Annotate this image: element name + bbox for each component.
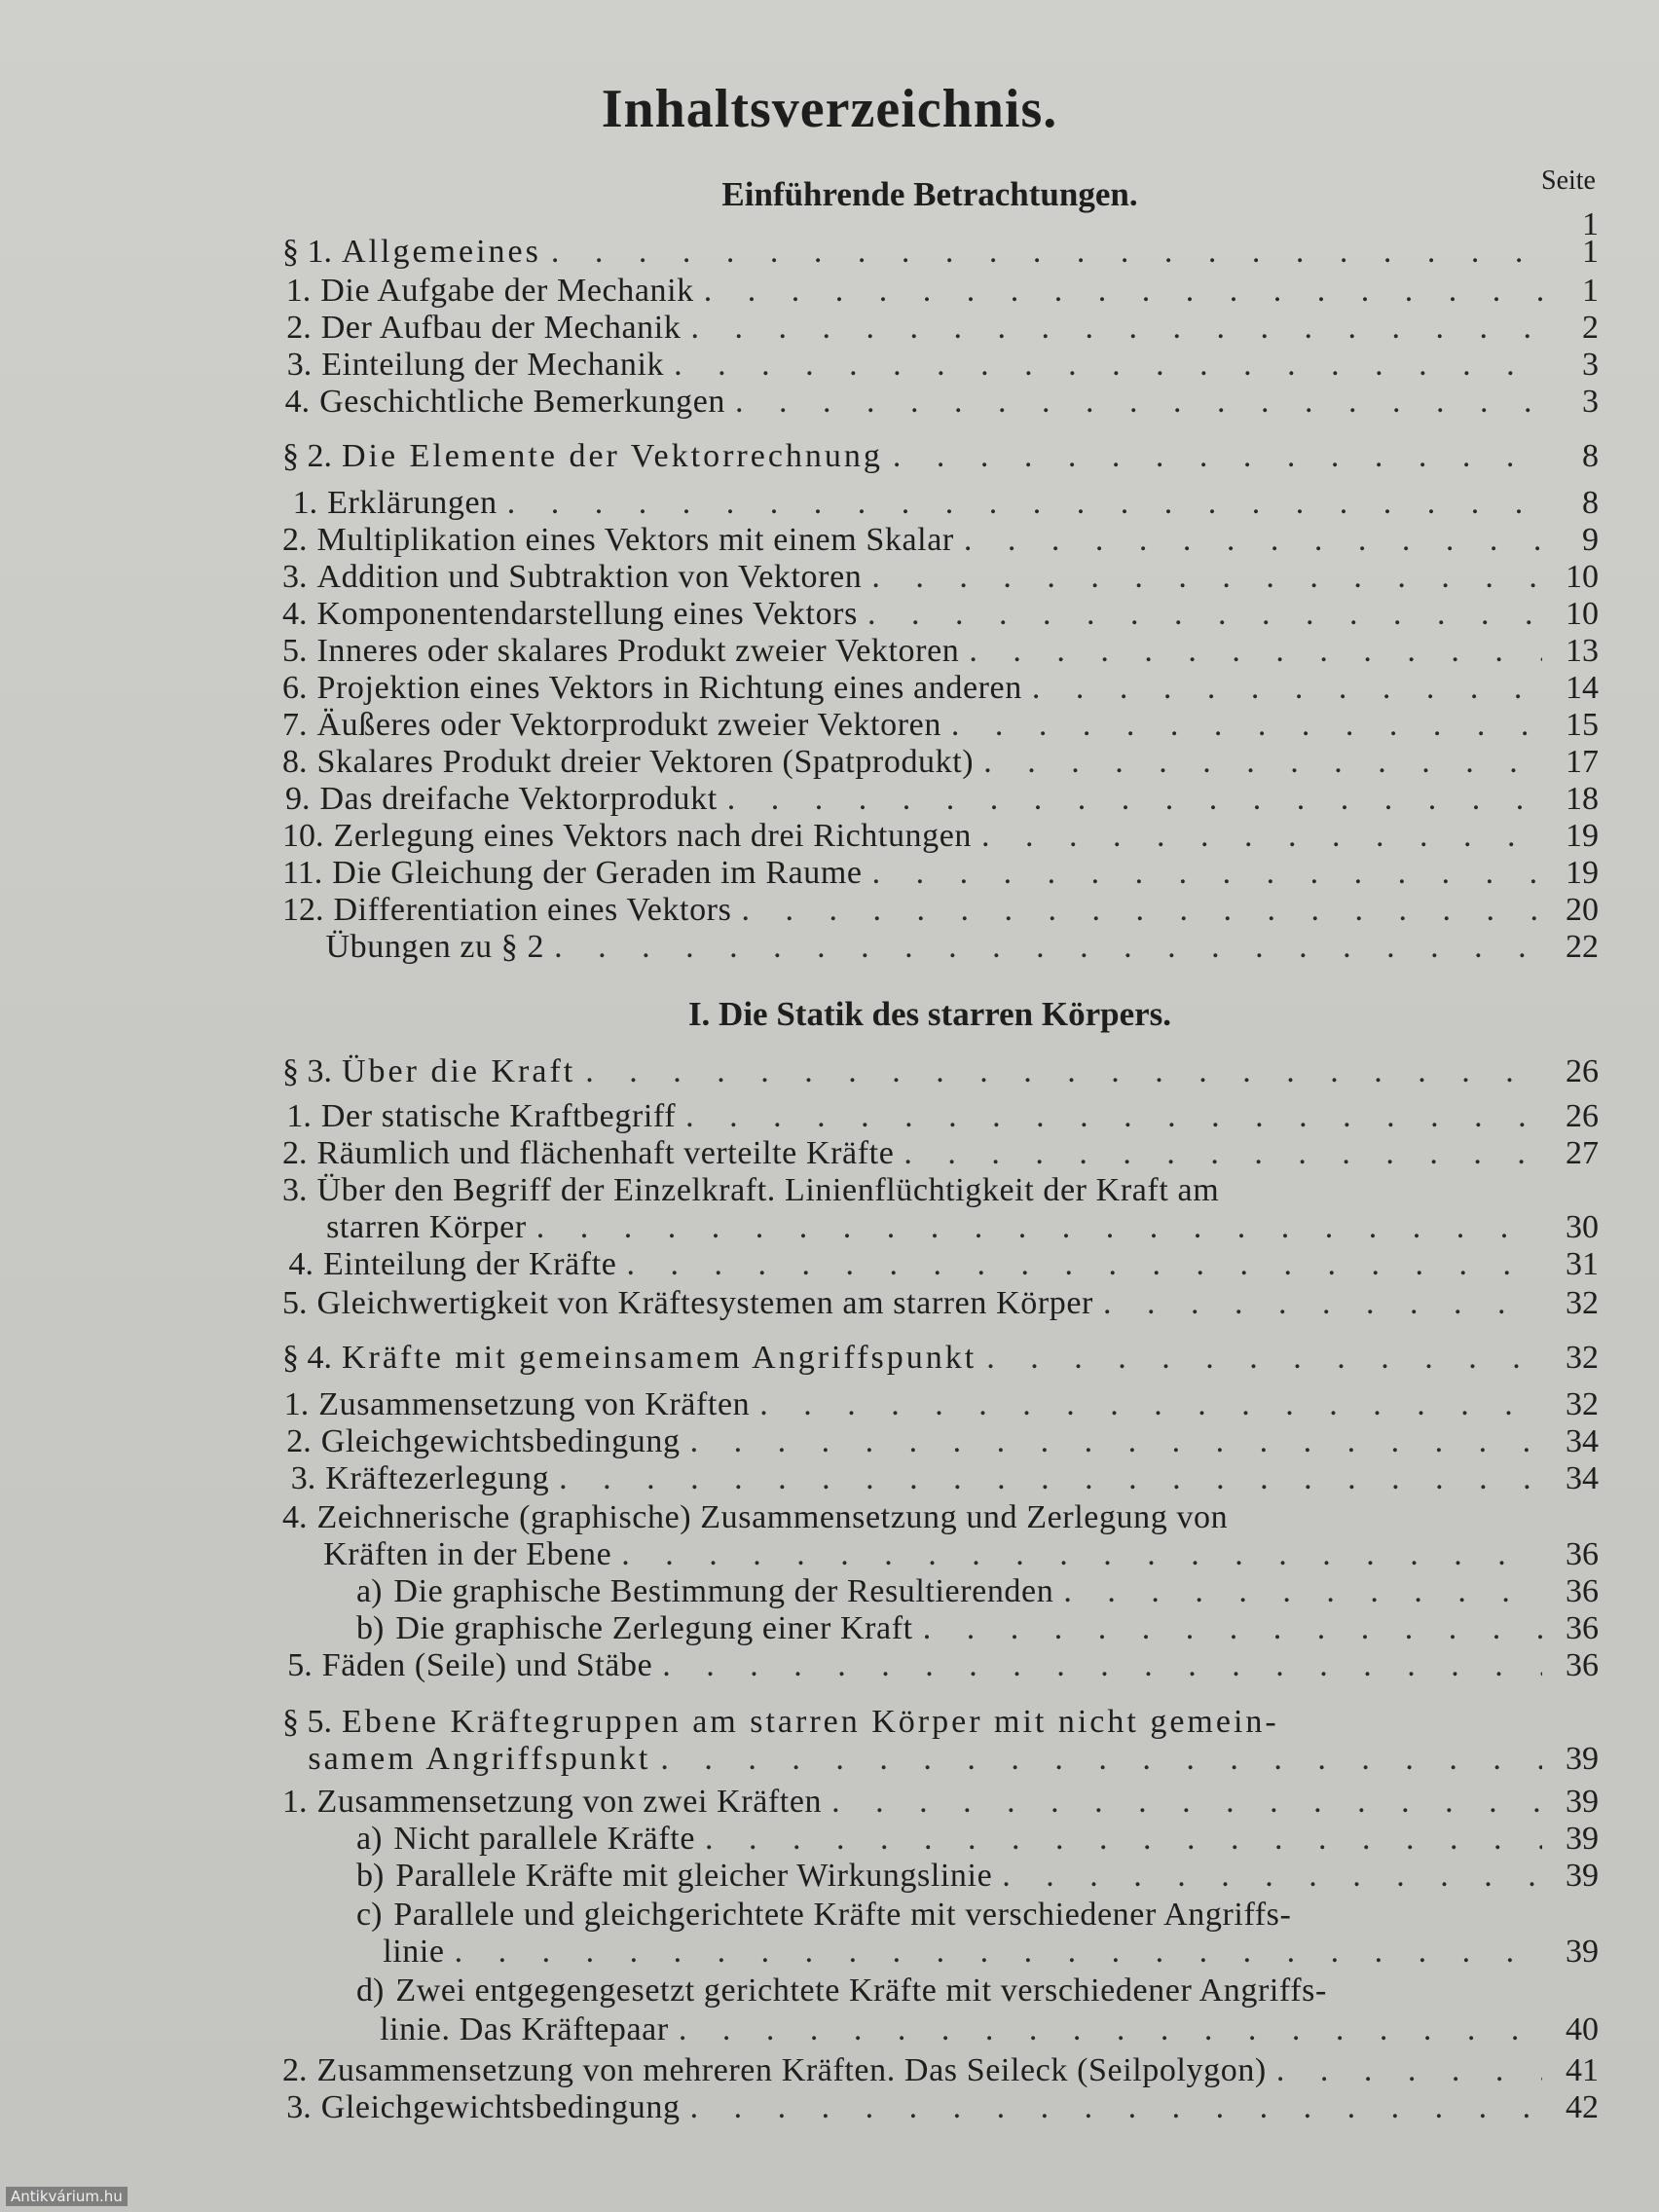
toc-page-number: 36: [1566, 1610, 1599, 1646]
seite-label: Seite: [1541, 166, 1596, 196]
toc-leader-dots: [660, 1741, 1542, 1778]
toc-entry: [282, 1499, 1599, 1536]
toc-leader-dots: [455, 1934, 1542, 1971]
toc-entry-number: 9.: [284, 781, 311, 817]
toc-section-entry: [282, 234, 1599, 271]
toc-leader-dots: [759, 1386, 1542, 1423]
toc-entry: [282, 1135, 1599, 1172]
toc-entry-title: Geschichtliche Bemerkungen: [319, 384, 725, 420]
toc-entry-title: Gleichwertigkeit von Kräftesystemen am starren Körper: [316, 1285, 1093, 1321]
toc-entry-number: 11.: [282, 855, 323, 891]
toc-entry: [282, 273, 1599, 310]
toc-entry-title: Skalares Produkt dreier Vektoren (Spatprodukt): [316, 744, 975, 780]
toc-entry-title: Zeichnerische (graphische) Zusammensetzung und Zerlegung von: [316, 1499, 1229, 1535]
toc-entry: [282, 522, 1599, 559]
toc-page-number: 39: [1566, 1821, 1599, 1857]
toc-page-number: 1: [1582, 234, 1599, 270]
toc-leader-dots: [903, 1135, 1542, 1172]
watermark: Antikvárium.hu: [6, 2187, 128, 2206]
toc-page-number: 34: [1566, 1460, 1599, 1496]
toc-section-entry: [282, 1741, 1599, 1778]
toc-entry-title: linie: [383, 1934, 445, 1970]
toc-entry-number: 2.: [282, 2052, 308, 2088]
toc-entry-title: Einteilung der Kräfte: [322, 1246, 617, 1282]
toc-section-entry: [282, 438, 1599, 475]
toc-leader-dots: [867, 596, 1542, 633]
toc-page-number: 15: [1566, 707, 1599, 743]
toc-entry-number: a): [356, 1821, 383, 1857]
toc-entry-title: Zerlegung eines Vektors nach drei Richtungen: [333, 818, 973, 854]
toc-page-number: 1: [1582, 273, 1599, 309]
toc-entry-title: Kräften in der Ebene: [323, 1536, 612, 1572]
toc-entry-title: Über den Begriff der Einzelkraft. Linienflüchtigkeit der Kraft am: [316, 1172, 1220, 1208]
toc-page-number: 32: [1566, 1285, 1599, 1321]
toc-entry-title: Über die Kraft: [342, 1053, 576, 1089]
toc-leader-dots: [685, 1098, 1542, 1135]
toc-leader-dots: [559, 1460, 1542, 1497]
toc-entry-number: 4.: [288, 1246, 313, 1282]
toc-entry-number: 1.: [285, 273, 312, 309]
toc-entry-title: Der statische Kraftbegriff: [320, 1098, 677, 1134]
toc-leader-dots: [727, 781, 1542, 818]
toc-entry: [282, 1784, 1599, 1821]
toc-entry: [282, 818, 1599, 855]
toc-entry-title: Die Elemente der Vektorrechnung: [342, 438, 883, 474]
toc-leader-dots: [951, 707, 1542, 744]
toc-leader-dots: [1103, 1285, 1542, 1322]
toc-entry: [282, 1647, 1599, 1684]
toc-entry-title: Übungen zu § 2: [325, 929, 545, 965]
toc-page-number: 19: [1566, 855, 1599, 891]
toc-section-entry: [282, 1053, 1599, 1090]
toc-leader-dots: [551, 234, 1542, 271]
toc-entry-number: 1.: [283, 1386, 310, 1422]
toc-leader-dots: [690, 1423, 1542, 1460]
toc-entry: [356, 2011, 1599, 2048]
toc-page-number: 36: [1566, 1647, 1599, 1683]
toc-section-entry: [282, 1704, 1599, 1741]
toc-page-number: 39: [1566, 1858, 1599, 1894]
toc-entry: [356, 1573, 1599, 1610]
toc-leader-dots: [983, 744, 1542, 781]
toc-entry-number: 3.: [286, 2089, 312, 2125]
toc-entry-title: Erklärungen: [327, 485, 498, 521]
toc-entry: [282, 2089, 1599, 2126]
toc-page-number: 14: [1566, 670, 1599, 706]
toc-entry: [282, 670, 1599, 707]
toc-page-number: 41: [1566, 2052, 1599, 2088]
toc-page-number: 40: [1566, 2011, 1599, 2047]
toc-page-number: 2: [1582, 310, 1599, 346]
toc-entry-title: Zusammensetzung von Kräften: [318, 1386, 751, 1422]
toc-entry: [282, 1460, 1599, 1497]
toc-entry-title: Die graphische Zerlegung einer Kraft: [395, 1610, 913, 1646]
toc-entry-number: 4.: [282, 1499, 308, 1535]
toc-leader-dots: [893, 438, 1542, 475]
toc-entry-number: 1.: [292, 485, 318, 521]
toc-leader-dots: [536, 1209, 1542, 1246]
toc-entry: [282, 1536, 1599, 1573]
toc-page-number: 20: [1566, 892, 1599, 928]
toc-entry-number: b): [356, 1610, 385, 1646]
toc-page-number: 3: [1582, 347, 1599, 383]
toc-entry: [282, 707, 1599, 744]
toc-leader-dots: [662, 1647, 1542, 1684]
toc-leader-dots: [621, 1536, 1542, 1573]
toc-entry-number: § 4.: [282, 1340, 332, 1376]
toc-entry: [356, 1972, 1599, 2009]
toc-entry-number: 5.: [282, 1285, 308, 1321]
toc-entry-number: 3.: [286, 347, 313, 383]
toc-entry: [282, 781, 1599, 818]
toc-entry: [282, 384, 1599, 421]
toc-entry: [356, 1821, 1599, 1858]
toc-leader-dots: [981, 818, 1542, 855]
toc-page-number: 26: [1566, 1098, 1599, 1134]
toc-entry-number: 4.: [284, 384, 311, 420]
toc-page-number: 26: [1566, 1053, 1599, 1089]
chapter-heading-statik: I. Die Statik des starren Körpers.: [687, 995, 1172, 1033]
toc-entry-title: Das dreifache Vektorprodukt: [319, 781, 718, 817]
toc-entry: [282, 596, 1599, 633]
toc-entry-number: § 5.: [282, 1704, 332, 1740]
chapter-intro-page: 1: [1582, 206, 1599, 242]
toc-leader-dots: [986, 1340, 1542, 1377]
toc-entry-number: § 1.: [282, 234, 332, 270]
toc-page-number: 36: [1566, 1536, 1599, 1572]
toc-entry-number: 4.: [282, 596, 308, 632]
toc-entry-number: 2.: [286, 1423, 312, 1459]
toc-entry: [282, 310, 1599, 347]
toc-entry: [356, 1610, 1599, 1647]
toc-entry-number: § 3.: [282, 1053, 332, 1089]
toc-leader-dots: [1063, 1573, 1542, 1610]
toc-leader-dots: [554, 929, 1542, 966]
toc-entry: [282, 855, 1599, 892]
toc-entry-number: a): [356, 1573, 383, 1609]
toc-page-number: 32: [1566, 1386, 1599, 1422]
toc-leader-dots: [1002, 1858, 1542, 1895]
toc-page-number: 22: [1566, 929, 1599, 965]
toc-entry: [282, 559, 1599, 596]
toc-leader-dots: [871, 559, 1542, 596]
toc-page-number: 10: [1566, 596, 1599, 632]
toc-page-number: 19: [1566, 818, 1599, 854]
toc-page-number: 39: [1566, 1934, 1599, 1970]
toc-entry-title: starren Körper: [326, 1209, 527, 1245]
toc-entry-number: 6.: [282, 670, 308, 706]
toc-page-number: 30: [1566, 1209, 1599, 1245]
toc-entry-title: Nicht parallele Kräfte: [393, 1821, 696, 1857]
toc-entry-number: 1.: [282, 1784, 308, 1820]
toc-leader-dots: [507, 485, 1542, 522]
toc-entry-title: Addition und Subtraktion von Vektoren: [316, 559, 863, 595]
toc-page-number: 31: [1566, 1246, 1599, 1282]
toc-leader-dots: [923, 1610, 1542, 1647]
toc-entry-title: Differentiation eines Vektors: [333, 892, 732, 928]
toc-entry: [282, 485, 1599, 522]
toc-entry-title: Der Aufbau der Mechanik: [320, 310, 682, 346]
toc-entry-title: Parallele und gleichgerichtete Kräfte mit verschiedener Angriffs-: [393, 1897, 1292, 1933]
toc-leader-dots: [735, 384, 1542, 421]
toc-section-entry: [282, 1340, 1599, 1377]
toc-leader-dots: [1032, 670, 1542, 707]
toc-entry-title: Einteilung der Mechanik: [321, 347, 665, 383]
toc-entry-title: Multiplikation eines Vektors mit einem Skalar: [316, 522, 954, 558]
toc-entry: [282, 1209, 1599, 1246]
toc-page-number: 42: [1566, 2089, 1599, 2125]
toc-entry-title: Parallele Kräfte mit gleicher Wirkungslinie: [395, 1858, 993, 1894]
toc-entry-number: 3.: [290, 1460, 316, 1496]
toc-leader-dots: [964, 522, 1542, 559]
toc-entry: [282, 633, 1599, 670]
toc-leader-dots: [705, 1821, 1542, 1858]
toc-entry-number: 5.: [287, 1647, 313, 1683]
toc-entry-number: 1.: [286, 1098, 312, 1134]
toc-entry-title: Räumlich und flächenhaft verteilte Kräfte: [316, 1135, 895, 1171]
toc-leader-dots: [679, 2011, 1542, 2048]
toc-page-number: 36: [1566, 1573, 1599, 1609]
toc-entry-title: Gleichgewichtsbedingung: [320, 2089, 681, 2125]
toc-page-number: 13: [1566, 633, 1599, 669]
toc-entry-title: Die Gleichung der Geraden im Raume: [332, 855, 863, 891]
toc-leader-dots: [831, 1784, 1542, 1821]
toc-entry-title: Inneres oder skalares Produkt zweier Vektoren: [316, 633, 960, 669]
toc-entry: [356, 1858, 1599, 1895]
toc-entry-number: 7.: [282, 707, 308, 743]
toc-entry: [282, 347, 1599, 384]
toc-entry: [282, 1246, 1599, 1283]
toc-entry-title: Komponentendarstellung eines Vektors: [316, 596, 858, 632]
toc-entry-title: Kräftezerlegung: [325, 1460, 550, 1496]
toc-entry-title: Kräfte mit gemeinsamem Angriffspunkt: [342, 1340, 977, 1376]
toc-leader-dots: [674, 347, 1542, 384]
toc-entry-title: Allgemeines: [342, 234, 541, 270]
toc-entry-title: Fäden (Seile) und Stäbe: [321, 1647, 653, 1683]
toc-entry-number: 10.: [282, 818, 324, 854]
chapter-heading-intro: Einführende Betrachtungen.: [721, 175, 1138, 213]
toc-leader-dots: [626, 1246, 1542, 1283]
page-title: Inhaltsverzeichnis.: [601, 79, 1058, 139]
toc-entry-title: Die graphische Bestimmung der Resultierenden: [393, 1573, 1054, 1609]
toc-entry-number: c): [356, 1897, 383, 1933]
toc-entry: [282, 1285, 1599, 1322]
toc-entry: [282, 1098, 1599, 1135]
toc-entry-number: b): [356, 1858, 385, 1894]
toc-leader-dots: [690, 2089, 1542, 2126]
toc-entry-title: Zusammensetzung von zwei Kräften: [316, 1784, 823, 1820]
toc-entry: [282, 929, 1599, 966]
toc-entry-number: 12.: [282, 892, 324, 928]
toc-entry-number: 3.: [282, 1172, 308, 1208]
toc-entry: [282, 2052, 1599, 2089]
toc-entry: [356, 1934, 1599, 1971]
toc-entry-number: 8.: [282, 744, 308, 780]
toc-page-number: 27: [1566, 1135, 1599, 1171]
toc-entry-title: Gleichgewichtsbedingung: [320, 1423, 681, 1459]
toc-page-number: 32: [1566, 1340, 1599, 1376]
toc-entry-title: Die Aufgabe der Mechanik: [320, 273, 694, 309]
toc-leader-dots: [585, 1053, 1542, 1090]
toc-page-number: 39: [1566, 1784, 1599, 1820]
toc-page-number: 17: [1566, 744, 1599, 780]
toc-entry-title: Projektion eines Vektors in Richtung eines anderen: [316, 670, 1022, 706]
toc-entry-title: Zwei entgegengesetzt gerichtete Kräfte mit verschiedener Angriffs-: [395, 1972, 1327, 2009]
toc-page-number: 9: [1582, 522, 1599, 558]
toc-entry-number: 5.: [282, 633, 308, 669]
toc-entry-number: 2.: [282, 522, 308, 558]
toc-leader-dots: [969, 633, 1542, 670]
toc-leader-dots: [872, 855, 1542, 892]
toc-entry-number: d): [356, 1972, 385, 2009]
toc-entry: [282, 1423, 1599, 1460]
toc-entry-number: § 2.: [282, 438, 332, 474]
toc-entry-number: 2.: [286, 310, 312, 346]
toc-entry: [282, 1172, 1599, 1209]
toc-entry-number: 3.: [282, 559, 308, 595]
toc-entry-title: linie. Das Kräftepaar: [380, 2011, 669, 2047]
toc-entry-title: Zusammensetzung von mehreren Kräften. Das Seileck (Seilpolygon): [316, 2052, 1267, 2088]
toc-page-number: 3: [1582, 384, 1599, 420]
toc-leader-dots: [741, 892, 1542, 929]
toc-entry-number: 2.: [282, 1135, 308, 1171]
toc-entry: [356, 1897, 1599, 1934]
toc-page-number: 18: [1566, 781, 1599, 817]
toc-entry-title: Äußeres oder Vektorprodukt zweier Vektoren: [316, 707, 941, 743]
toc-leader-dots: [704, 273, 1542, 310]
toc-page-number: 8: [1582, 485, 1599, 521]
toc-entry: [282, 744, 1599, 781]
toc-leader-dots: [1276, 2052, 1542, 2089]
toc-page-number: 10: [1566, 559, 1599, 595]
toc-entry-title: samem Angriffspunkt: [308, 1741, 651, 1777]
toc-page-number: 39: [1566, 1741, 1599, 1777]
toc-page-number: 34: [1566, 1423, 1599, 1459]
toc-entry: [282, 892, 1599, 929]
toc-entry: [282, 1386, 1599, 1423]
toc-leader-dots: [690, 310, 1542, 347]
toc-entry-title: Ebene Kräftegruppen am starren Körper mit nicht gemein-: [342, 1704, 1279, 1740]
toc-page-number: 8: [1582, 438, 1599, 474]
